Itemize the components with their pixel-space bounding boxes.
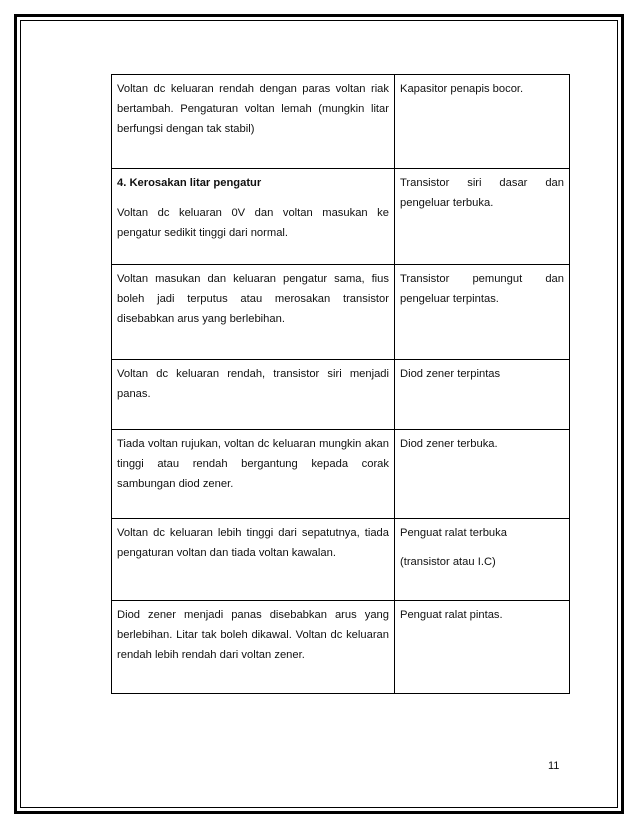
symptom-text: Voltan dc keluaran rendah, transistor siri menjadi panas. — [117, 368, 389, 400]
cause-cell — [395, 75, 570, 169]
symptom-text: Diod zener menjadi panas disebabkan arus yang berlebihan. Litar tak boleh dikawal. Voltan dc keluaran rendah lebih rendah dari voltan zener. — [117, 609, 389, 661]
symptom-cell — [112, 75, 395, 169]
table-row — [112, 169, 570, 265]
symptom-cell — [112, 430, 395, 519]
cause-cell — [395, 360, 570, 430]
cause-cell — [395, 265, 570, 360]
symptom-cell — [112, 265, 395, 360]
symptom-text: Voltan dc keluaran lebih tinggi dari sepatutnya, tiada pengaturan voltan dan tiada voltan kawalan. — [117, 527, 389, 559]
cause-cell — [395, 601, 570, 694]
symptom-cell — [112, 519, 395, 601]
cause-text: Diod zener terbuka. — [400, 438, 498, 450]
cause-text: Penguat ralat pintas. — [400, 609, 503, 621]
cause-extra-text: (transistor atau I.C) — [400, 556, 496, 568]
cause-text: Penguat ralat terbuka — [400, 527, 507, 539]
cause-text: Kapasitor penapis bocor. — [400, 83, 524, 95]
cause-text: Transistor pemungut dan pengeluar terpintas. — [400, 273, 564, 305]
table-row — [112, 519, 570, 601]
symptom-text: Voltan dc keluaran 0V dan voltan masukan ke pengatur sedikit tinggi dari normal. — [117, 207, 389, 239]
table-row — [112, 430, 570, 519]
table-row — [112, 360, 570, 430]
symptom-cell — [112, 601, 395, 694]
cause-text: Diod zener terpintas — [400, 368, 501, 380]
symptom-text: Voltan masukan dan keluaran pengatur sama, fius boleh jadi terputus atau merosakan transistor disebabkan arus yang berlebihan. — [117, 273, 389, 325]
section-heading: 4. Kerosakan litar pengatur — [117, 177, 262, 189]
table-row — [112, 75, 570, 169]
table-row — [112, 601, 570, 694]
cause-cell — [395, 430, 570, 519]
cause-text: Transistor siri dasar dan pengeluar terbuka. — [400, 177, 564, 209]
cause-cell — [395, 169, 570, 265]
cause-cell — [395, 519, 570, 601]
symptom-cell — [112, 169, 395, 265]
symptom-text: Voltan dc keluaran rendah dengan paras voltan riak bertambah. Pengaturan voltan lemah (mungkin litar berfungsi dengan tak stabil) — [117, 83, 389, 135]
fault-table — [111, 74, 570, 694]
table-row — [112, 265, 570, 360]
symptom-cell — [112, 360, 395, 430]
symptom-text: Tiada voltan rujukan, voltan dc keluaran mungkin akan tinggi atau rendah bergantung kepada corak sambungan diod zener. — [117, 438, 389, 490]
page-number: 11 — [548, 760, 560, 772]
